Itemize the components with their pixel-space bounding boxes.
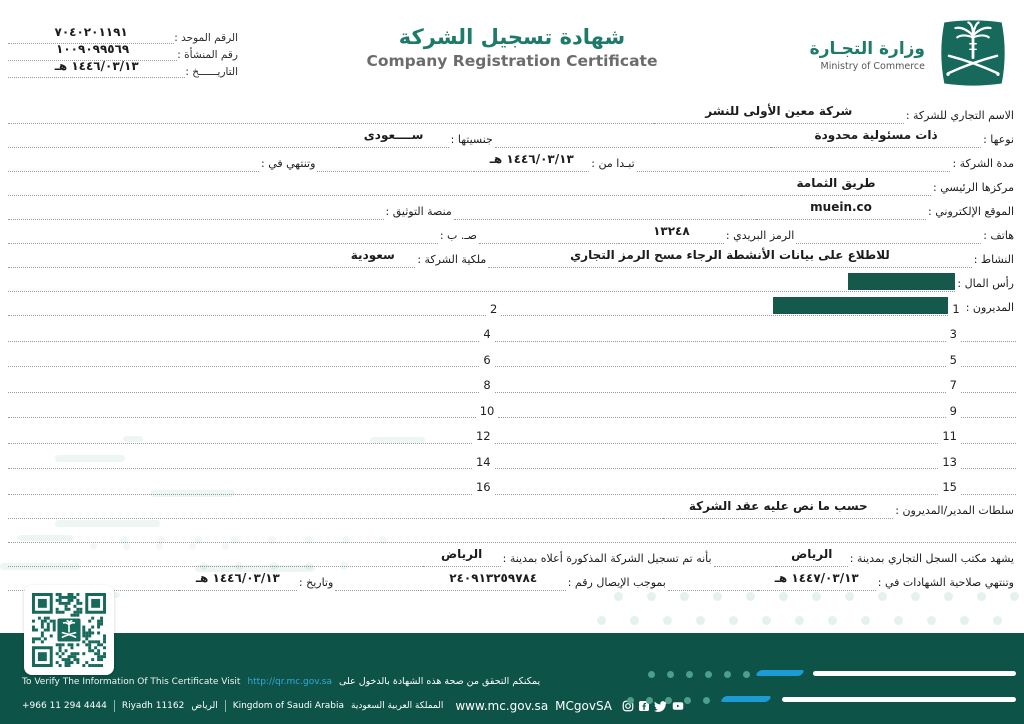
footer-city-en: Riyadh 11162: [121, 701, 185, 711]
nationality-label: جنسيتها :: [450, 133, 493, 147]
postal-label: الرمز البريدي :: [725, 229, 795, 243]
manager-row: [8, 418, 1016, 444]
entity-number-value: ١٠٠٩٠٩٩٥٦٩: [56, 42, 130, 56]
head-office-value: طريق الثمامة: [796, 176, 876, 190]
ministry-name-english: Ministry of Commerce: [820, 60, 925, 72]
footer-verify-line: [22, 676, 540, 687]
receipt-line: [421, 571, 566, 591]
manager-number: 5: [949, 352, 957, 367]
field-trade-name: [8, 100, 1016, 124]
starts-line: [474, 152, 589, 172]
powers-line: [663, 499, 893, 519]
trade-name-label: الاسم التجاري للشركة :: [905, 109, 1014, 123]
registry-label: يشهد مكتب السجل التجاري بمدينة :: [849, 551, 1014, 565]
issue-date-value: ١٤٤٦/٠٣/١٣ هـ: [54, 59, 139, 73]
receipt-date-line: [179, 571, 297, 591]
manager-number: 15: [942, 480, 957, 494]
qr-card: [24, 585, 114, 675]
entity-number-label: رقم المنشأة :: [177, 48, 238, 61]
manager-number: 7: [949, 378, 957, 392]
activity-line: [488, 248, 971, 268]
certificate-form: [8, 100, 1016, 591]
starts-value: ١٤٤٦/٠٣/١٣ هـ: [489, 152, 574, 166]
ends-label: وتنتهي في :: [261, 157, 316, 171]
registered-city-line: [423, 547, 501, 567]
managers-label: المديرون :: [965, 301, 1014, 315]
expiry-value: ١٤٤٧/٠٣/١٣ هـ: [774, 570, 859, 585]
capital-label: رأس المال :: [957, 277, 1014, 291]
issue-date-line: [8, 58, 185, 78]
qr-code: [32, 593, 106, 667]
field-type-nationality: [8, 124, 1016, 148]
receipt-value: ٢٤٠٩١٣٢٥٩٧٨٤: [449, 570, 538, 585]
field-website-platform: [8, 196, 1016, 220]
verify-text-ar: يمكنكم التحقق من صحة هذه الشهادة بالدخول على: [338, 676, 541, 687]
website-label: الموقع الإلكتروني :: [928, 205, 1014, 219]
field-managers: [8, 292, 1016, 316]
ministry-name: [810, 39, 925, 72]
manager-number: 4: [483, 327, 491, 341]
field-manager-powers: [8, 495, 1016, 519]
powers-value: حسب ما نص عليه عقد الشركة: [688, 498, 868, 513]
manager-redaction: [773, 297, 948, 314]
nationality-line: [339, 128, 449, 148]
manager-row: [8, 342, 1016, 368]
footer-social-handle: MCgovSA: [555, 699, 613, 713]
footer-country-ar: المملكة العربية السعودية: [351, 701, 444, 711]
type-line: [771, 128, 981, 148]
receipt-label: بموجب الإيصال رقم :: [567, 575, 666, 589]
powers-label: سلطات المدير/المديرون :: [895, 503, 1014, 517]
activity-value: للاطلاع على بيانات الأنشطة الرجاء مسح الرمز التجاري: [570, 248, 890, 262]
type-value: ذات مسئولية محدودة: [814, 128, 938, 142]
manager-number: 3: [949, 327, 957, 341]
ministry-logo: [810, 16, 1010, 94]
manager-number: 9: [949, 403, 957, 418]
manager-number: 6: [483, 352, 491, 367]
header-numbers: [8, 27, 238, 78]
registered-city-value: الرياض: [441, 546, 483, 561]
footer-phone: +966 11 294 4444: [22, 701, 107, 711]
ownership-line: [330, 248, 415, 268]
field-expiry-receipt: [8, 567, 1016, 591]
activity-label: النشاط :: [973, 253, 1014, 267]
manager-number-2: 2: [489, 301, 498, 316]
issue-date-row: [8, 61, 238, 78]
manager-number: 12: [475, 429, 491, 443]
duration-label: مدة الشركة :: [952, 157, 1014, 171]
manager-number: 11: [942, 429, 957, 443]
manager-row: [8, 444, 1016, 470]
manager-number: 16: [475, 480, 491, 494]
manager-number: 13: [942, 454, 957, 469]
receipt-date-label: وتاريخ :: [298, 575, 334, 589]
unified-number-label: الرقم الموحد :: [174, 31, 238, 44]
registered-label: بأنه تم تسجيل الشركة المذكورة أعلاه بمدينة :: [502, 551, 712, 565]
title-english: Company Registration Certificate: [366, 52, 658, 70]
registry-city-line: [776, 547, 848, 567]
footer-city-ar: الرياض: [191, 701, 218, 711]
unified-number-value: ٧٠٤٠٢٠١١٩١: [54, 25, 128, 39]
postal-value: ١٣٢٤٨: [653, 224, 690, 238]
footer-contact-line: [22, 699, 685, 713]
starts-label: تبـدا من :: [591, 157, 635, 171]
docs-platform-label: منصة التوثيق :: [385, 205, 452, 219]
website-value: muein.co: [810, 200, 872, 214]
field-activity-ownership: [8, 244, 1016, 268]
verify-url-link[interactable]: http://qr.mc.gov.sa: [247, 677, 332, 687]
field-duration: [8, 148, 1016, 172]
trade-name-value: شركة معين الأولى للنشر: [705, 104, 853, 118]
head-office-label: مركزها الرئيسي :: [933, 181, 1014, 195]
ownership-value: سعودية: [350, 248, 395, 262]
head-office-line: [741, 176, 931, 196]
field-head-office: [8, 172, 1016, 196]
saudi-emblem-icon: [936, 16, 1010, 94]
footer-website-link[interactable]: www.mc.gov.sa: [455, 699, 549, 713]
footer-country-en: Kingdom of Saudi Arabia: [232, 701, 345, 711]
registry-city-value: الرياض: [791, 546, 833, 561]
type-label: نوعها :: [983, 133, 1014, 147]
manager-row: [8, 367, 1016, 393]
receipt-date-value: ١٤٤٦/٠٣/١٣ هـ: [195, 570, 280, 585]
pobox-label: صـ. ب :: [439, 229, 477, 243]
expiry-line: [758, 571, 876, 591]
issue-date-label: التاريــــــخ :: [185, 65, 238, 78]
manager-row: [8, 316, 1016, 342]
manager-number: 8: [483, 378, 491, 392]
phone-label: هاتف :: [983, 229, 1014, 243]
ministry-name-arabic: وزارة التجـارة: [809, 38, 925, 59]
postal-line: [619, 224, 724, 244]
title-arabic: شهادة تسجيل الشركة: [398, 25, 626, 49]
ownership-label: ملكية الشركة :: [417, 253, 487, 267]
manager-row: [8, 393, 1016, 419]
manager-number: 14: [475, 454, 491, 469]
website-line: [756, 200, 926, 220]
field-phone-postal-pobox: [8, 220, 1016, 244]
manager-number: 10: [479, 403, 495, 418]
capital-redaction: [848, 273, 955, 290]
page-title: [367, 25, 658, 70]
nationality-value: ســــعودى: [363, 128, 424, 142]
verify-text-en: To Verify The Information Of This Certificate Visit: [22, 677, 241, 687]
expiry-label: وتنتهي صلاحية الشهادات في :: [877, 575, 1014, 589]
manager-number-1: 1: [952, 301, 960, 316]
field-capital: [8, 268, 1016, 292]
trade-name-line: [654, 104, 904, 124]
